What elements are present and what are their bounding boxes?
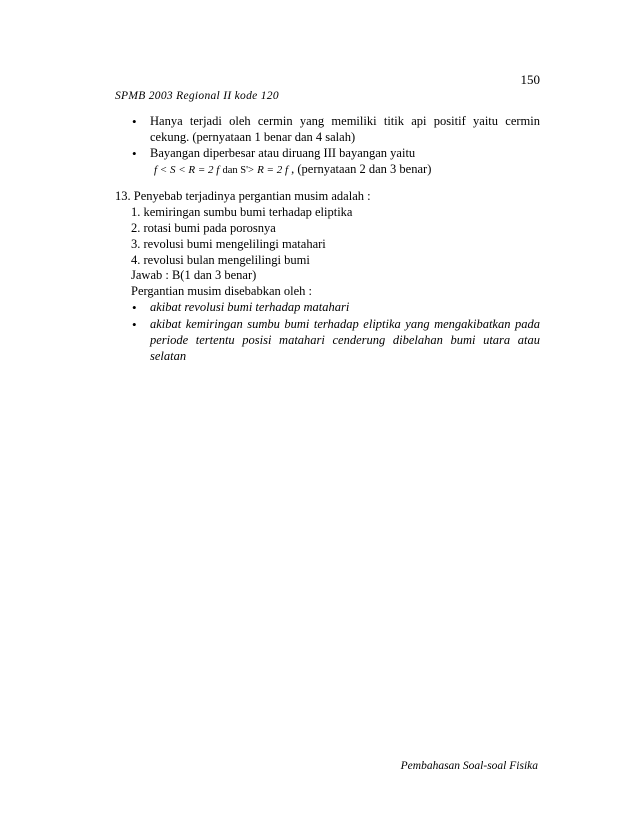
bullet-1-marker: • [132, 114, 137, 129]
reason-2-marker: • [132, 317, 137, 332]
formula-connector: dan S'> [222, 165, 254, 176]
formula-b: R = 2 f [257, 164, 289, 176]
page-number: 150 [520, 72, 540, 87]
reason-2-line-1: akibat kemiringan sumbu bumi terhadap eliptika yang mengakibatkan pada [150, 317, 540, 331]
formula-a: f < S < R = 2 f [154, 164, 220, 176]
explanation-intro: Pergantian musim disebabkan oleh : [131, 284, 312, 298]
formula-suffix: , (pernyataan 2 dan 3 benar) [291, 162, 432, 176]
answer: Jawab : B(1 dan 3 benar) [131, 268, 257, 282]
reason-2-line-2: periode tertentu posisi matahari cenderung dibelahan bumi utara atau [150, 333, 540, 347]
bullet-2-line-1: Bayangan diperbesar atau diruang III bayangan yaitu [150, 146, 416, 160]
bullet-2-marker: • [132, 146, 137, 161]
running-header: SPMB 2003 Regional II kode 120 [115, 90, 279, 102]
option-2: 2. rotasi bumi pada porosnya [131, 221, 276, 235]
option-1: 1. kemiringan sumbu bumi terhadap eliptika [131, 205, 353, 219]
reason-1-line-1: akibat revolusi bumi terhadap matahari [150, 300, 350, 314]
bullet-1-line-1: Hanya terjadi oleh cermin yang memiliki titik api positif yaitu cermin [150, 114, 540, 128]
running-footer: Pembahasan Soal-soal Fisika [400, 760, 538, 772]
reason-1-marker: • [132, 300, 137, 315]
option-3: 3. revolusi bumi mengelilingi matahari [131, 237, 326, 251]
question-text: 13. Penyebab terjadinya pergantian musim adalah : [115, 189, 371, 203]
bullet-2-formula-line [154, 162, 431, 177]
option-4: 4. revolusi bulan mengelilingi bumi [131, 253, 310, 267]
reason-2-line-3: selatan [150, 349, 187, 363]
bullet-1-line-2: cekung. (pernyataan 1 benar dan 4 salah) [150, 130, 356, 144]
